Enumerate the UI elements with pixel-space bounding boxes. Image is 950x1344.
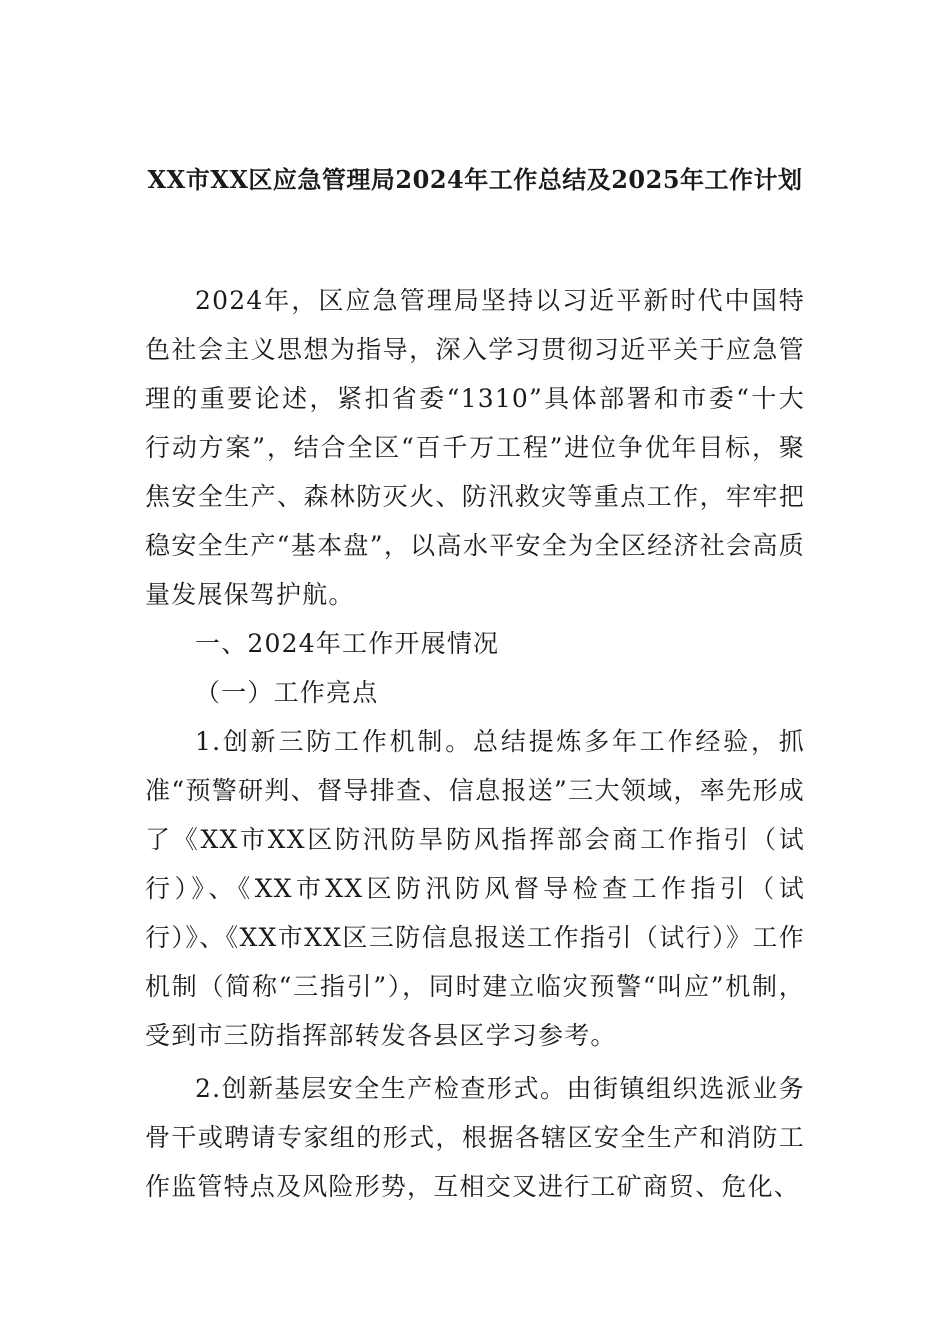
document-body: [145, 276, 805, 1211]
document-title: XX市XX区应急管理局2024年工作总结及2025年工作计划: [147, 165, 803, 194]
intro-paragraph: 2024年，区应急管理局坚持以习近平新时代中国特色社会主义思想为指导，深入学习贯彻习近平关于应急管理的重要论述，紧扣省委“1310”具体部署和市委“十大行动方案”，结合全区“百千万工程”进位争优年目标，聚焦安全生产、森林防灭火、防汛救灾等重点工作，牢牢把稳安全生产“基本盘”，以高水平安全为全区经济社会高质量发展保驾护航。: [145, 286, 805, 609]
list-item-2: 2.创新基层安全生产检查形式。由街镇组织选派业务骨干或聘请专家组的形式，根据各辖区安全生产和消防工作监管特点及风险形势，互相交叉进行工矿商贸、危化、: [145, 1074, 805, 1201]
subsection-heading-1: （一）工作亮点: [195, 678, 379, 707]
section-heading-1: 一、2024年工作开展情况: [195, 629, 500, 658]
list-item-1: 1.创新三防工作机制。总结提炼多年工作经验，抓准“预警研判、督导排查、信息报送”三大领域，率先形成了《XX市XX区防汛防旱防风指挥部会商工作指引（试行）》、《XX市XX区防汛防风督导检查工作指引（试行）》、《XX市XX区三防信息报送工作指引（试行）》工作机制（简称“三指引”），同时建立临灾预警“叫应”机制，受到市三防指挥部转发各县区学习参考。: [145, 727, 805, 1050]
